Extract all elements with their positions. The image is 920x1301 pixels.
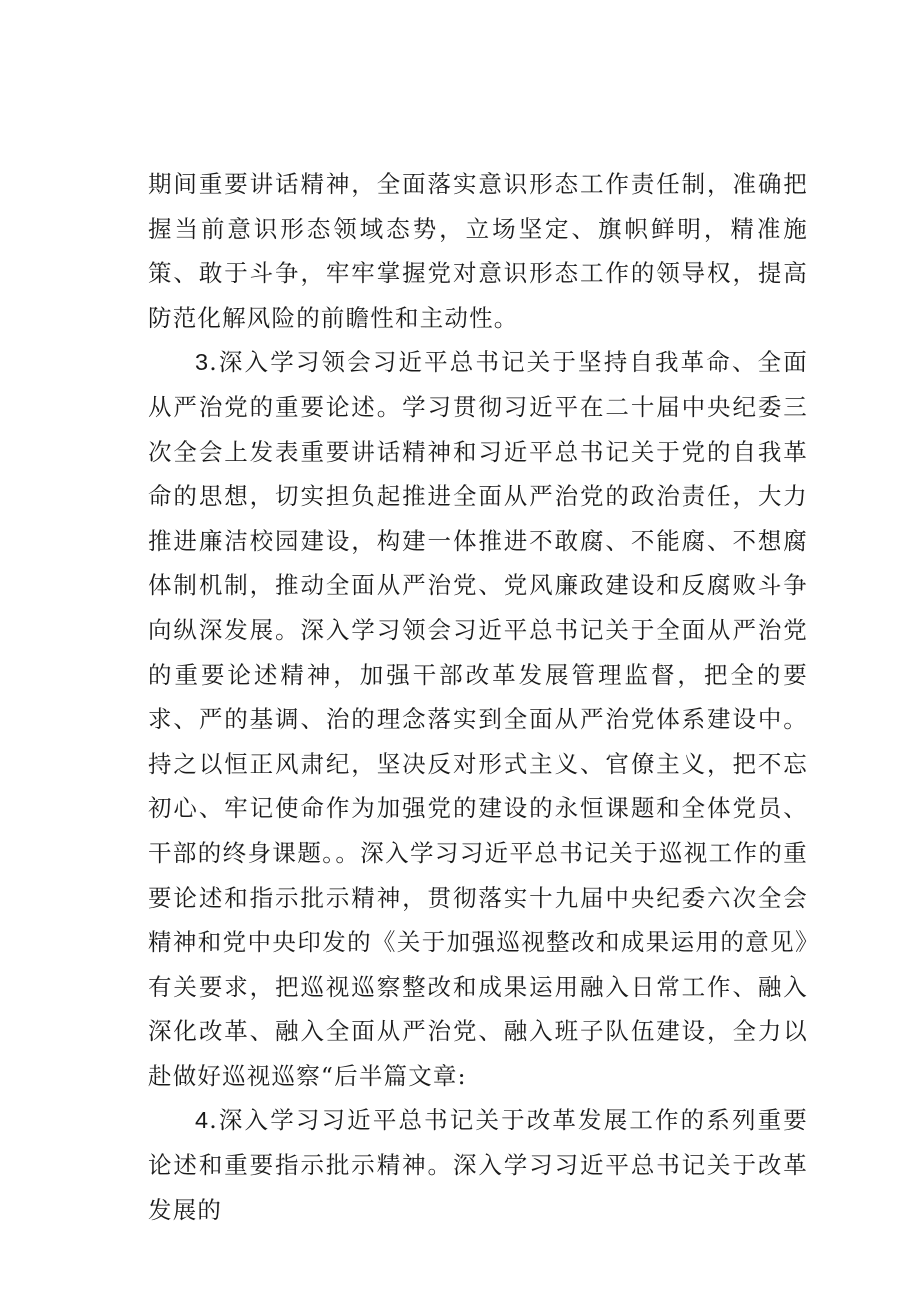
body-text (148, 162, 808, 1232)
paragraph-number: 4 (195, 1107, 210, 1134)
paragraph-text: 期间重要讲话精神，全面落实意识形态工作责任制，准确把握当前意识形态领域态势，立场坚定、旗帜鲜明，精准施策、敢于斗争，牢牢掌握党对意识形态工作的领导权，提高防范化解风险的前瞻性和主动性。 (148, 170, 808, 332)
paragraph-number: 3 (195, 349, 210, 376)
paragraph-item-3 (148, 340, 808, 1098)
paragraph-text: .深入学习习近平总书记关于改革发展工作的系列重要论述和重要指示批示精神。深入学习习近平总书记关于改革发展的 (148, 1106, 808, 1224)
paragraph-text: .深入学习领会习近平总书记关于坚持自我革命、全面从严治党的重要论述。学习贯彻习近平在二十届中央纪委三次全会上发表重要讲话精神和习近平总书记关于党的自我革命的思想，切实担负起推进全面从严治党的政治责任，大力推进廉洁校园建设，构建一体推进不敢腐、不能腐、不想腐体制机制，推动全面从严治党、党风廉政建设和反腐败斗争向纵深发展。深入学习领会习近平总书记关于全面从严治党的重要论述精神，加强干部改革发展管理监督，把全的要求、严的基调、治的理念落实到全面从严治党体系建设中。持之以恒正风肃纪，坚决反对形式主义、官僚主义，把不忘初心、牢记使命作为加强党的建设的永恒课题和全体党员、干部的终身课题。。深入学习习近平总书记关于巡视工作的重要论述和指示批示精神，贯彻落实十九届中央纪委六次全会精神和党中央印发的《关于加强巡视整改和成果运用的意见》有关要求，把巡视巡察整改和成果运用融入日常工作、融入深化改革、融入全面从严治党、融入班子队伍建设，全力以赴做好巡视巡察“后半篇文章: (148, 348, 808, 1090)
paragraph-continuation (148, 162, 808, 340)
paragraph-item-4 (148, 1098, 808, 1232)
